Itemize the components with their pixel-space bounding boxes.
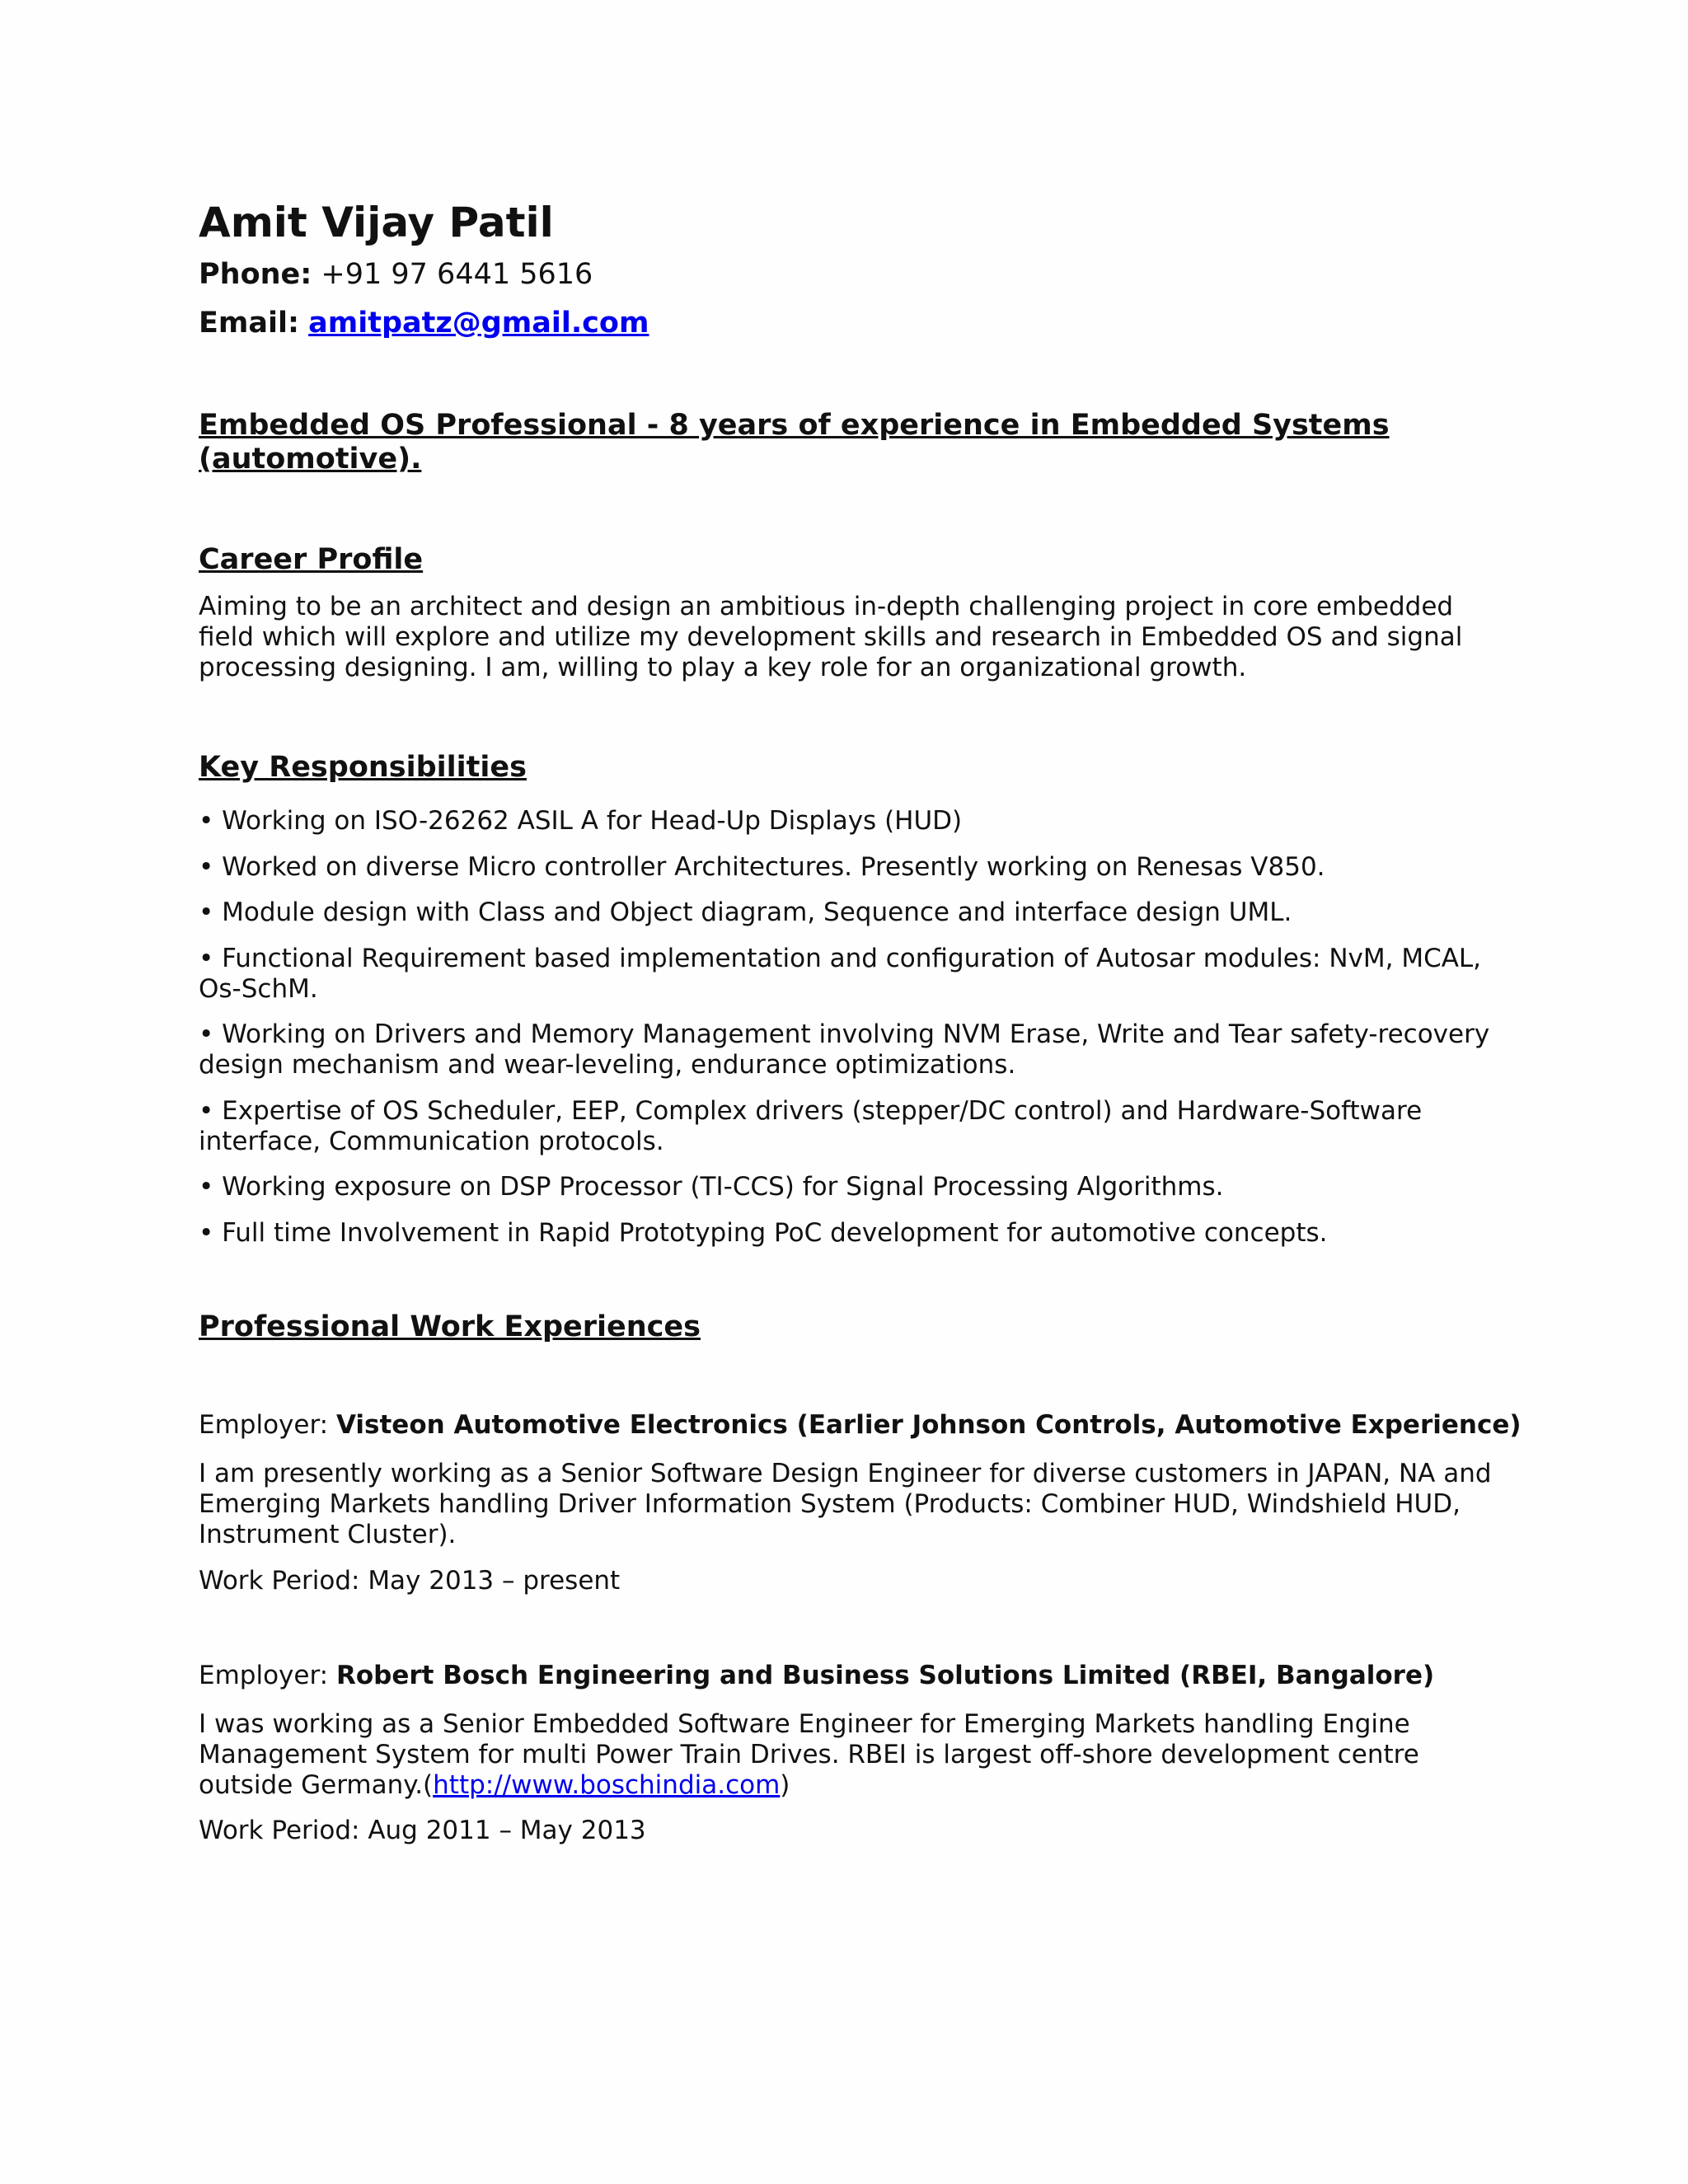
list-item: • Working on ISO-26262 ASIL A for Head-Up Displays (HUD) (199, 806, 963, 836)
bosch-website-link[interactable]: http://www.boschindia.com (433, 1770, 781, 1800)
work-period-bosch: Work Period: Aug 2011 – May 2013 (199, 1816, 646, 1845)
employer-label: Employer: (199, 1661, 329, 1690)
job-description-close: ) (780, 1770, 790, 1800)
list-item: • Working on Drivers and Memory Management involving NVM Erase, Write and Tear safety-recovery design mechanism and wear-leveling, endurance optimizations. (199, 1019, 1490, 1080)
work-experience-title: Professional Work Experiences (199, 1310, 701, 1343)
career-profile-text: Aiming to be an architect and design an ambitious in-depth challenging project in core embedded field which will explore and utilize my development skills and research in Embedded OS and signal processing designing. I am, willing to play a key role for an organizational growth. (199, 592, 1463, 682)
email-label: Email: (199, 307, 299, 340)
list-item: • Functional Requirement based implementation and configuration of Autosar modules: NvM, MCAL, Os-SchM. (199, 943, 1482, 1004)
employer-name: Visteon Automotive Electronics (Earlier Johnson Controls, Automotive Experience) (335, 1410, 1522, 1440)
phone-value: +91 97 6441 5616 (321, 258, 593, 291)
employer-name: Robert Bosch Engineering and Business Solutions Limited (RBEI, Bangalore) (335, 1661, 1435, 1690)
job-description-visteon: I am presently working as a Senior Software Design Engineer for diverse customers in JAPAN, NA and Emerging Markets handling Driver Information System (Products: Combiner HUD, Windshield HUD, Instrument Cluster). (199, 1459, 1492, 1549)
job-description-text: I was working as a Senior Embedded Software Engineer for Emerging Markets handling Engine Management System for multi Power Train Drives. RBEI is largest off-shore development centre outside Germany.( (199, 1709, 1419, 1800)
email-link[interactable]: amitpatz@gmail.com (308, 307, 649, 340)
professional-headline: Embedded OS Professional - 8 years of experience in Embedded Systems (automotive). (199, 409, 1390, 476)
key-responsibilities-title: Key Responsibilities (199, 751, 527, 784)
employer-line-bosch (199, 1659, 1434, 1692)
employer-line-visteon (199, 1408, 1522, 1441)
list-item: • Worked on diverse Micro controller Architectures. Presently working on Renesas V850. (199, 851, 1325, 882)
responsibilities-list (199, 806, 1509, 1263)
phone-line (199, 256, 593, 293)
list-item: • Working exposure on DSP Processor (TI-CCS) for Signal Processing Algorithms. (199, 1172, 1224, 1202)
job-description-bosch (199, 1709, 1509, 1801)
work-period-visteon: Work Period: May 2013 – present (199, 1566, 621, 1596)
employer-label: Employer: (199, 1410, 329, 1440)
candidate-name: Amit Vijay Patil (199, 199, 554, 246)
list-item: • Expertise of OS Scheduler, EEP, Complex drivers (stepper/DC control) and Hardware-Software interface, Communication protocols. (199, 1095, 1423, 1156)
career-profile-title: Career Profile (199, 543, 424, 576)
phone-label: Phone: (199, 258, 312, 291)
list-item: • Module design with Class and Object diagram, Sequence and interface design UML. (199, 898, 1292, 927)
list-item: • Full time Involvement in Rapid Prototyping PoC development for automotive concepts. (199, 1217, 1328, 1248)
email-line (199, 305, 649, 341)
